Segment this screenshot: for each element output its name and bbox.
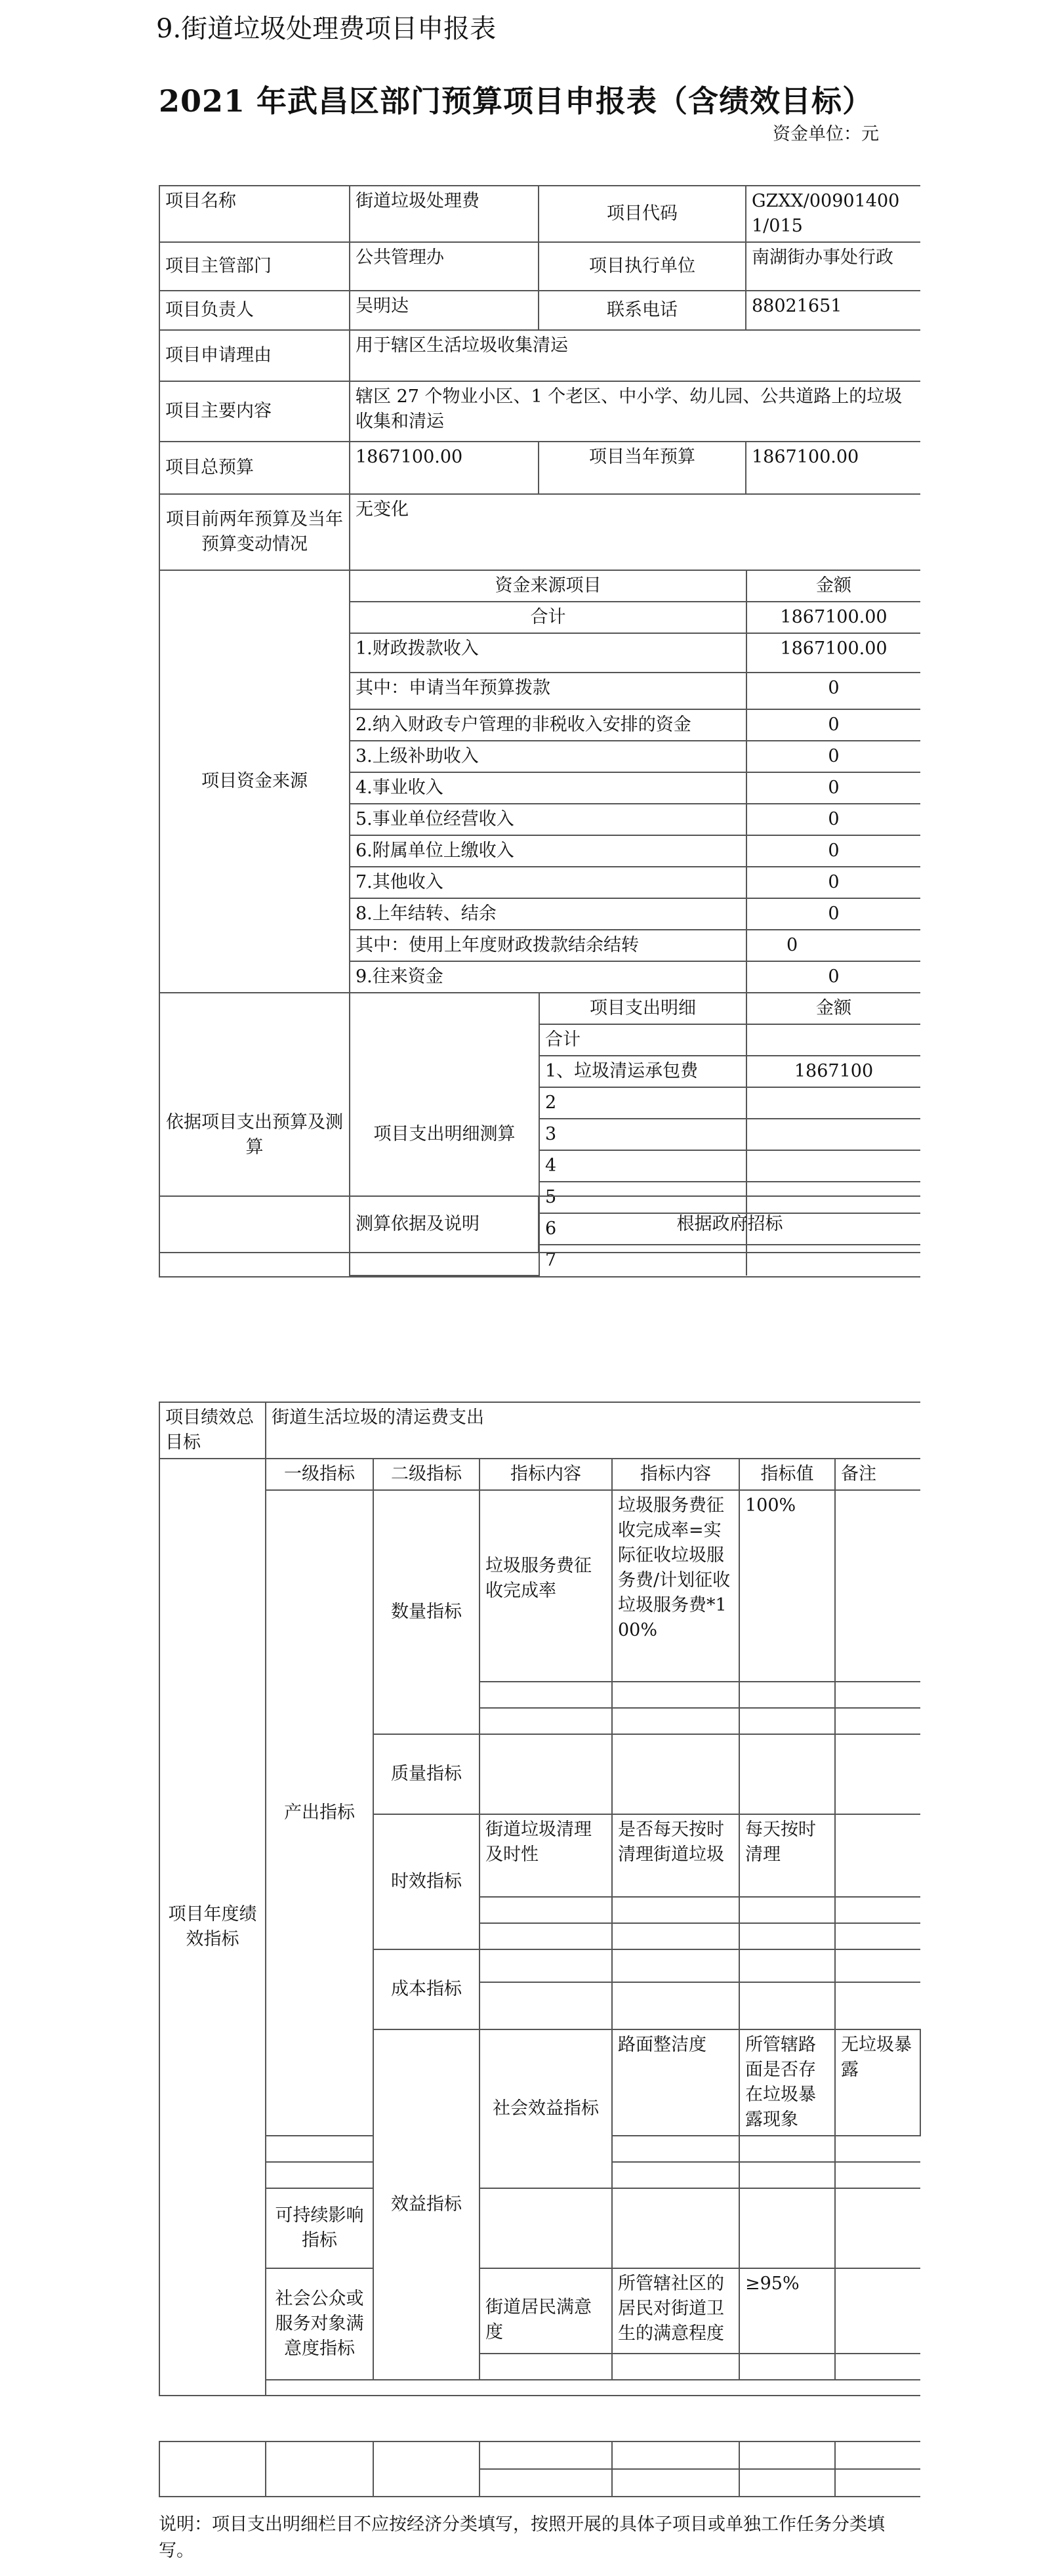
funding-row-name: 6.附属单位上缴收入 <box>350 835 746 867</box>
timeliness-indicator-desc: 是否每天按时清理街道垃圾 <box>612 1814 739 1897</box>
calculation-basis-blank <box>159 1196 350 1253</box>
current-year-budget-label: 项目当年预算 <box>539 442 746 494</box>
blank-cell <box>835 1923 920 1949</box>
executing-unit: 南湖街办事处行政 <box>746 242 920 291</box>
satisfaction-item: 街道居民满意度 <box>480 2268 612 2354</box>
expense-row-name: 3 <box>539 1119 746 1150</box>
performance-goal: 街道生活垃圾的清运费支出 <box>266 1402 920 1459</box>
blank-cell <box>739 2188 835 2268</box>
col-indicator-content: 指标内容 <box>480 1459 612 1490</box>
blank-cell <box>480 1682 612 1708</box>
blank-cell <box>266 2441 373 2497</box>
cost-indicator-label: 成本指标 <box>373 1949 480 2029</box>
funding-row-name: 7.其他收入 <box>350 867 746 898</box>
blank-cell <box>612 2188 739 2268</box>
timeliness-indicator-item: 街道垃圾清理及时性 <box>480 1814 612 1897</box>
page-title: 2021 年武昌区部门预算项目申报表（含绩效目标） <box>159 83 874 119</box>
funding-row-amount: 0 <box>746 772 920 804</box>
calculation-basis: 根据政府招标 <box>539 1196 920 1253</box>
funding-row-amount: 0 <box>746 867 920 898</box>
blank-cell <box>739 2162 835 2188</box>
funding-col-amount: 金额 <box>746 571 920 602</box>
header-title-form: 项目申报表 <box>365 14 497 44</box>
funding-source-label: 项目资金来源 <box>159 570 350 993</box>
funding-row-name: 合计 <box>350 602 746 633</box>
blank-cell <box>480 1734 612 1814</box>
satisfaction-indicator-label: 社会公众或服务对象满意度指标 <box>266 2268 373 2380</box>
quantity-indicator-value: 100% <box>739 1490 835 1682</box>
funding-row-name: 3.上级补助收入 <box>350 741 746 772</box>
funding-row-name: 8.上年结转、结余 <box>350 898 746 930</box>
expense-row-amount <box>746 1087 920 1119</box>
project-leader-label: 项目负责人 <box>159 291 350 330</box>
expense-detail-calc-label: 项目支出明细测算 <box>350 993 539 1276</box>
blank-cell <box>739 1982 835 2029</box>
expense-row-name: 2 <box>539 1087 746 1119</box>
header-title-project: 街道垃圾处理费 <box>181 14 365 44</box>
blank-cell <box>266 2162 373 2188</box>
funding-row-name: 1.财政拨款收入 <box>350 633 746 673</box>
project-code: GZXX/009014001/015 <box>746 186 920 242</box>
expense-row-name: 1、垃圾清运承包费 <box>539 1056 746 1087</box>
performance-goal-label: 项目绩效总目标 <box>159 1402 266 1459</box>
blank-cell <box>739 1682 835 1708</box>
funding-row-amount: 0 <box>746 709 920 741</box>
social-benefit-desc: 所管辖路面是否存在垃圾暴露现象 <box>739 2029 835 2136</box>
blank-cell <box>835 1982 920 2029</box>
budget-change-label: 项目前两年预算及当年预算变动情况 <box>159 494 350 570</box>
blank-cell <box>612 2136 739 2162</box>
funding-row-amount: 0 <box>746 930 920 961</box>
blank-cell <box>835 2441 920 2469</box>
timeliness-indicator-value: 每天按时清理 <box>739 1814 835 1897</box>
expense-row-amount <box>746 1024 920 1056</box>
blank-cell <box>739 1897 835 1923</box>
currency-unit: 资金单位：元 <box>773 124 879 144</box>
col-remarks: 备注 <box>835 1459 920 1490</box>
blank-cell <box>739 2469 835 2497</box>
supervising-dept: 公共管理办 <box>350 242 539 291</box>
funding-row-name: 9.往来资金 <box>350 961 746 992</box>
blank-cell <box>739 1923 835 1949</box>
blank-cell <box>739 1734 835 1814</box>
blank-cell <box>835 1682 920 1708</box>
performance-table <box>159 1402 920 2396</box>
col-indicator-value: 指标值 <box>739 1459 835 1490</box>
blank-cell <box>480 1949 612 1982</box>
contact-phone: 88021651 <box>746 291 920 330</box>
expense-row-amount: 1867100 <box>746 1056 920 1087</box>
sustainability-indicator-label: 可持续影响指标 <box>266 2188 373 2268</box>
funding-row-amount: 0 <box>746 961 920 992</box>
blank-cell <box>612 1982 739 2029</box>
blank-cell <box>480 1982 612 2029</box>
budget-change: 无变化 <box>350 494 920 570</box>
footnote: 说明：项目支出明细栏目不应按经济分类填写，按照开展的具体子项目或单独工作任务分类填写。 <box>159 2514 885 2561</box>
social-benefit-item: 路面整洁度 <box>612 2029 739 2136</box>
funding-row-name: 4.事业收入 <box>350 772 746 804</box>
funding-row-name: 2.纳入财政专户管理的非税收入安排的资金 <box>350 709 746 741</box>
blank-cell <box>739 1708 835 1734</box>
blank-cell <box>612 2441 739 2469</box>
social-benefit-value: 无垃圾暴露 <box>835 2029 920 2136</box>
blank-cell <box>612 1949 739 1982</box>
blank-cell <box>612 2469 739 2497</box>
form-header <box>156 8 496 45</box>
blank-cell <box>739 2441 835 2469</box>
expense-row-amount <box>746 1150 920 1182</box>
expense-row-name: 6 <box>539 1213 746 1245</box>
funding-row-amount: 1867100.00 <box>746 633 920 673</box>
remark-cell <box>835 1814 920 1897</box>
project-leader: 吴明达 <box>350 291 539 330</box>
funding-row-name: 其中：申请当年预算拨款 <box>350 673 746 709</box>
blank-cell <box>612 2162 739 2188</box>
col-level1: 一级指标 <box>266 1459 373 1490</box>
funding-source-table <box>350 571 920 992</box>
timeliness-indicator-label: 时效指标 <box>373 1814 480 1949</box>
remark-cell <box>835 2268 920 2354</box>
blank-cell <box>373 2441 480 2497</box>
blank-cell <box>739 2136 835 2162</box>
expense-row-name: 5 <box>539 1182 746 1213</box>
satisfaction-desc: 所管辖社区的居民对街道卫生的满意程度 <box>612 2268 739 2354</box>
blank-cell <box>739 2354 835 2380</box>
blank-cell <box>480 2469 612 2497</box>
expense-row-name: 合计 <box>539 1024 746 1056</box>
project-name-label: 项目名称 <box>159 186 350 242</box>
contact-phone-label: 联系电话 <box>539 291 746 330</box>
main-content: 辖区 27 个物业小区、1 个老区、中小学、幼儿园、公共道路上的垃圾收集和清运 <box>350 381 920 442</box>
application-reason-label: 项目申请理由 <box>159 330 350 381</box>
blank-cell <box>835 1949 920 1982</box>
blank-cell <box>835 2162 920 2188</box>
blank-cell <box>835 2188 920 2268</box>
funding-row-amount: 0 <box>746 741 920 772</box>
calculation-basis-label: 测算依据及说明 <box>350 1196 539 1253</box>
executing-unit-label: 项目执行单位 <box>539 242 746 291</box>
social-benefit-indicator-label: 社会效益指标 <box>480 2029 612 2188</box>
funding-row-amount: 1867100.00 <box>746 602 920 633</box>
expense-row-name: 7 <box>539 1245 746 1276</box>
blank-cell <box>480 1897 612 1923</box>
funding-row-amount: 0 <box>746 835 920 867</box>
table-gap <box>266 2380 920 2396</box>
blank-cell <box>480 2354 612 2380</box>
blank-cell <box>266 2136 373 2162</box>
supervising-dept-label: 项目主管部门 <box>159 242 350 291</box>
quality-indicator-label: 质量指标 <box>373 1734 480 1814</box>
funding-row-amount: 0 <box>746 898 920 930</box>
blank-cell <box>835 1708 920 1734</box>
blank-cell <box>612 1734 739 1814</box>
expense-row-name: 4 <box>539 1150 746 1182</box>
funding-row-amount: 0 <box>746 673 920 709</box>
blank-cell <box>480 2441 612 2469</box>
calculation-basis-section <box>159 1195 920 1253</box>
blank-cell <box>159 2441 266 2497</box>
application-reason: 用于辖区生活垃圾收集清运 <box>350 330 920 381</box>
blank-cell <box>480 2188 612 2268</box>
blank-cell <box>480 1923 612 1949</box>
blank-cell <box>835 1734 920 1814</box>
expense-row-amount <box>746 1119 920 1150</box>
total-budget: 1867100.00 <box>350 442 539 494</box>
output-indicators-label: 产出指标 <box>266 1490 373 2136</box>
blank-cell <box>835 2469 920 2497</box>
benefit-indicators-label: 效益指标 <box>373 2029 480 2380</box>
trailing-blank-rows <box>159 2441 920 2497</box>
remark-cell <box>835 1490 920 1682</box>
budget-application-table <box>159 185 920 1278</box>
funding-row-name: 5.事业单位经营收入 <box>350 804 746 835</box>
expense-basis-label: 依据项目支出预算及测算 <box>159 993 350 1277</box>
project-name: 街道垃圾处理费 <box>350 186 539 242</box>
annual-indicators-label: 项目年度绩效指标 <box>159 1459 266 2396</box>
main-content-label: 项目主要内容 <box>159 381 350 442</box>
current-year-budget: 1867100.00 <box>746 442 920 494</box>
blank-cell <box>480 1708 612 1734</box>
expense-col-detail: 项目支出明细 <box>539 993 746 1024</box>
project-code-label: 项目代码 <box>539 186 746 242</box>
funding-row-name: 其中：使用上年度财政拨款结余结转 <box>350 930 746 961</box>
satisfaction-value: ≥95% <box>739 2268 835 2354</box>
expense-col-amount: 金额 <box>746 993 920 1024</box>
quantity-indicator-desc: 垃圾服务费征收完成率=实际征收垃圾服务费/计划征收垃圾服务费*100% <box>612 1490 739 1682</box>
blank-cell <box>612 1923 739 1949</box>
blank-cell <box>612 2354 739 2380</box>
col-level2: 二级指标 <box>373 1459 480 1490</box>
quantity-indicator-label: 数量指标 <box>373 1490 480 1734</box>
funding-row-amount: 0 <box>746 804 920 835</box>
blank-cell <box>835 1897 920 1923</box>
blank-cell <box>612 1708 739 1734</box>
header-number: 9. <box>156 14 182 44</box>
quantity-indicator-item: 垃圾服务费征收完成率 <box>480 1490 612 1682</box>
blank-cell <box>739 1949 835 1982</box>
funding-col-source: 资金来源项目 <box>350 571 746 602</box>
blank-cell <box>835 2136 920 2162</box>
col-indicator-content-2: 指标内容 <box>612 1459 739 1490</box>
blank-cell <box>835 2354 920 2380</box>
blank-cell <box>612 1897 739 1923</box>
funding-source-cell <box>350 570 920 993</box>
blank-cell <box>612 1682 739 1708</box>
total-budget-label: 项目总预算 <box>159 442 350 494</box>
